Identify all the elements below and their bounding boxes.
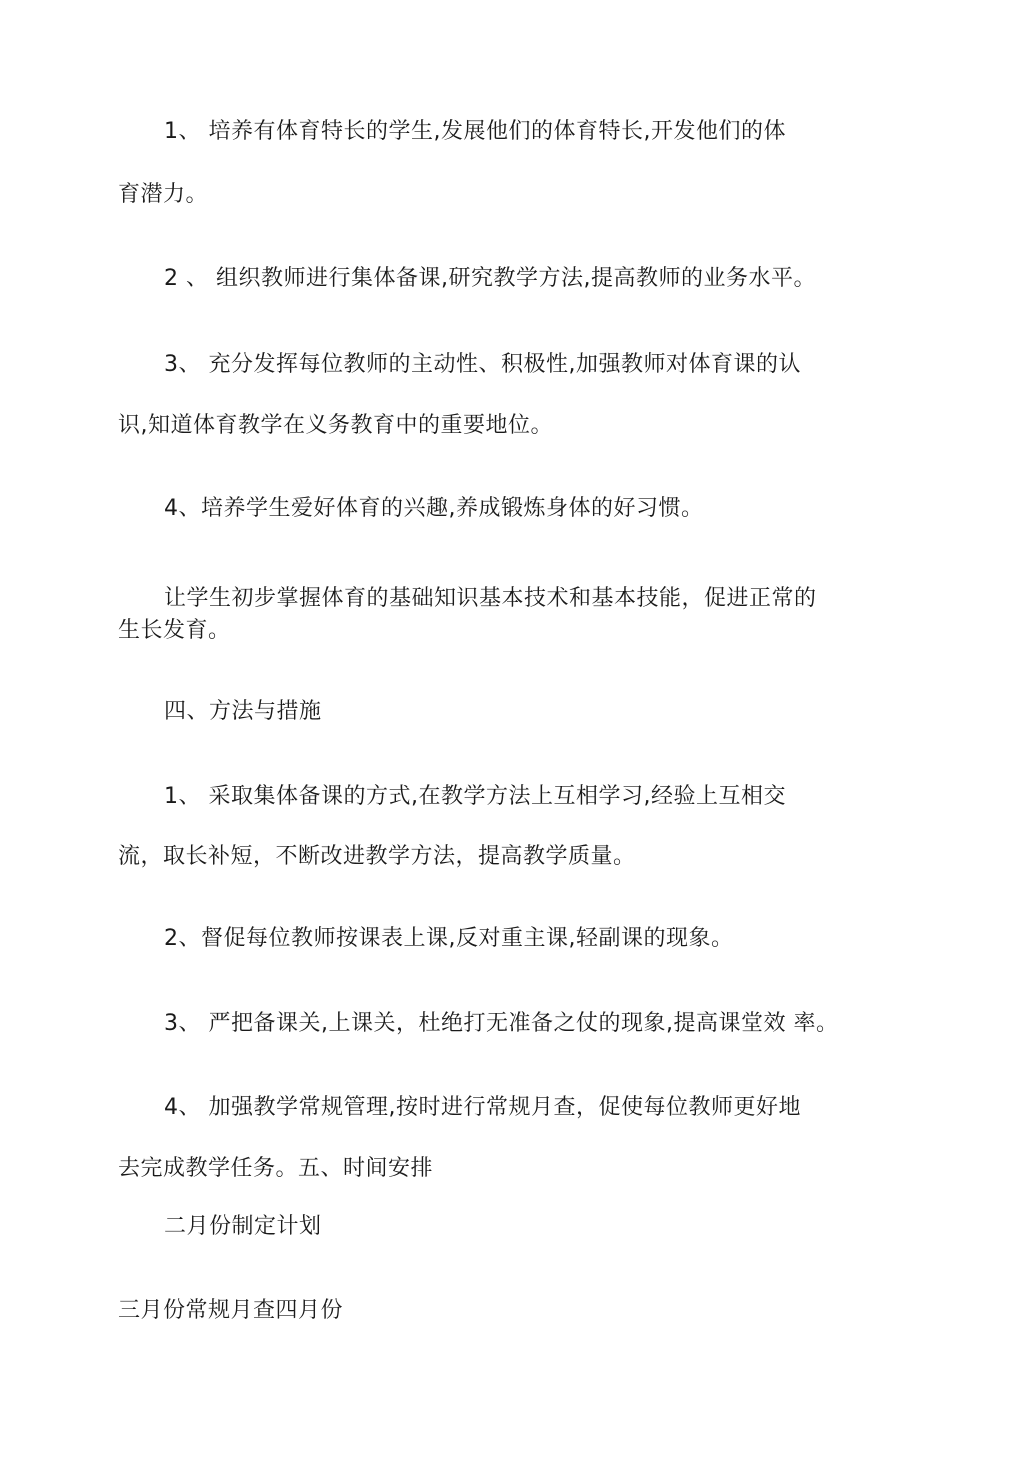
paragraph-line: 4、培养学生爱好体育的兴趣,养成锻炼身体的好习惯。 [164,496,704,521]
paragraph-line: 生长发育。 [118,618,231,643]
paragraph-line: 3、 充分发挥每位教师的主动性、积极性,加强教师对体育课的认 [164,352,801,377]
schedule-line: 二月份制定计划 [164,1214,322,1239]
paragraph-line: 让学生初步掌握体育的基础知识基本技术和基本技能，促进正常的 [164,586,817,611]
paragraph-line: 2、督促每位教师按课表上课,反对重主课,轻副课的现象。 [164,926,734,951]
section-heading: 四、方法与措施 [164,699,322,724]
paragraph-line: 识,知道体育教学在义务教育中的重要地位。 [118,413,553,438]
paragraph-line: 4、 加强教学常规管理,按时进行常规月查，促使每位教师更好地 [164,1095,801,1120]
schedule-line: 三月份常规月查四月份 [118,1298,344,1323]
paragraph-line: 育潜力。 [118,182,209,207]
paragraph-line: 1、 培养有体育特长的学生,发展他们的体育特长,开发他们的体 [164,119,786,144]
paragraph-line: 1、 采取集体备课的方式,在教学方法上互相学习,经验上互相交 [164,784,786,809]
paragraph-line: 流，取长补短，不断改进教学方法，提高教学质量。 [118,844,636,869]
paragraph-line: 3、 严把备课关,上课关，杜绝打无准备之仗的现象,提高课堂效 率。 [164,1011,839,1036]
paragraph-line: 去完成教学任务。五、时间安排 [118,1156,434,1181]
paragraph-line: 2 、 组织教师进行集体备课,研究教学方法,提高教师的业务水平。 [164,266,816,291]
